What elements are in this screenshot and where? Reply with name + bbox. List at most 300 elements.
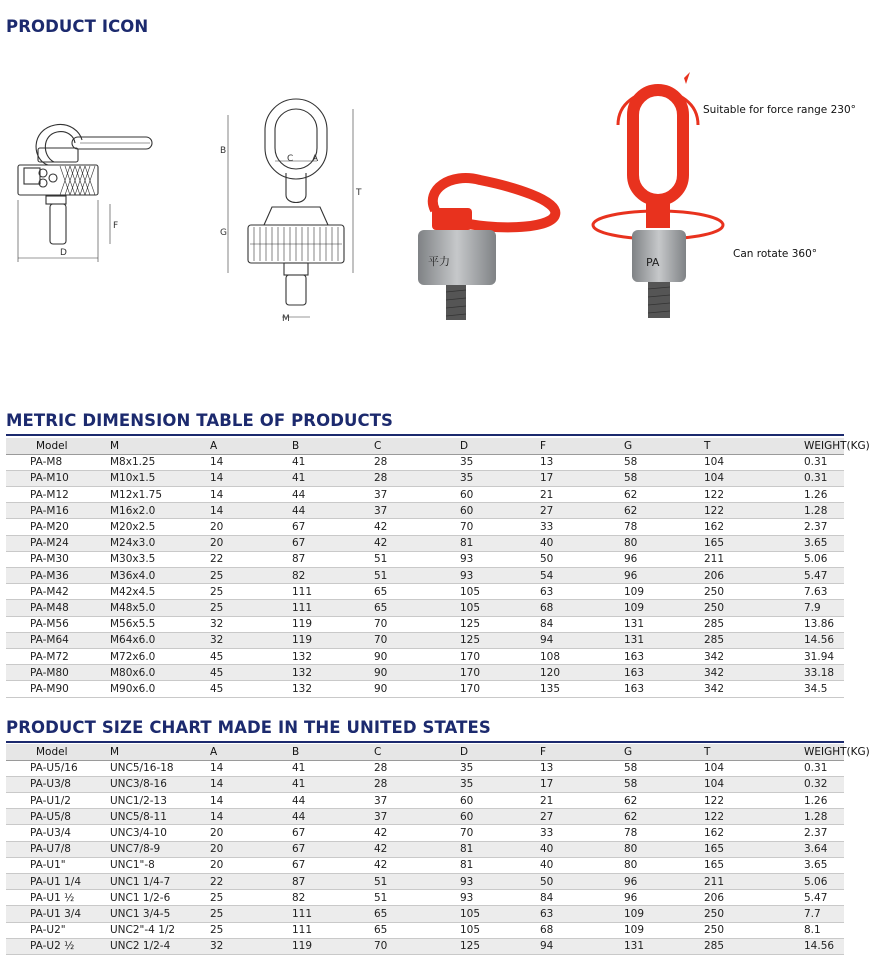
metric-dimension-table xyxy=(6,438,870,698)
table-cell: 285 xyxy=(704,616,784,632)
table-cell: 35 xyxy=(460,454,540,470)
table-cell: 250 xyxy=(704,906,784,922)
column-header: A xyxy=(210,438,292,454)
table-cell: PA-U1/2 xyxy=(6,793,110,809)
table-cell: UNC1 3/4-5 xyxy=(110,906,210,922)
table-row xyxy=(6,535,844,551)
table-row xyxy=(6,616,844,632)
table-cell: 62 xyxy=(624,503,704,519)
table-cell: 8.1 xyxy=(784,922,844,938)
table-cell: 50 xyxy=(540,874,624,890)
table-cell: 1.28 xyxy=(784,503,844,519)
table-cell: 80 xyxy=(624,857,704,873)
table-cell: 7.63 xyxy=(784,584,844,600)
column-header: WEIGHT(KG) xyxy=(784,744,844,760)
table-cell: M36x4.0 xyxy=(110,568,210,584)
table-cell: PA-M42 xyxy=(6,584,110,600)
table-cell: 165 xyxy=(704,857,784,873)
table-cell: 21 xyxy=(540,487,624,503)
table-cell: UNC2 1/2-4 xyxy=(110,938,210,954)
table-row xyxy=(6,825,844,841)
table-cell: PA-M30 xyxy=(6,551,110,567)
table-cell: 67 xyxy=(292,519,374,535)
table-cell: 13 xyxy=(540,454,624,470)
table-cell: 65 xyxy=(374,600,460,616)
table-cell: 20 xyxy=(210,825,292,841)
column-header: Model xyxy=(6,744,110,760)
table-cell: 45 xyxy=(210,681,292,697)
product-icon-heading: PRODUCT ICON xyxy=(6,17,149,36)
table-cell: 5.47 xyxy=(784,890,844,906)
table-cell: 0.32 xyxy=(784,776,844,792)
table-cell: 93 xyxy=(460,874,540,890)
table-cell: 93 xyxy=(460,551,540,567)
column-header: D xyxy=(460,438,540,454)
table-cell: 32 xyxy=(210,938,292,954)
table-row xyxy=(6,584,844,600)
table-cell: M42x4.5 xyxy=(110,584,210,600)
table-cell: 42 xyxy=(374,825,460,841)
table-cell: 70 xyxy=(374,616,460,632)
dim-f-label: F xyxy=(113,221,119,231)
table-cell: 122 xyxy=(704,793,784,809)
table-cell: 342 xyxy=(704,665,784,681)
table-cell: 250 xyxy=(704,600,784,616)
table-cell: UNC2"-4 1/2 xyxy=(110,922,210,938)
table-cell: 206 xyxy=(704,568,784,584)
table-cell: 41 xyxy=(292,470,374,486)
column-header: T xyxy=(704,438,784,454)
table-cell: PA-U1 3/4 xyxy=(6,906,110,922)
table-cell: 34.5 xyxy=(784,681,844,697)
table-cell: 82 xyxy=(292,568,374,584)
table-header-row xyxy=(6,744,844,760)
table-cell: 81 xyxy=(460,857,540,873)
table-cell: 90 xyxy=(374,665,460,681)
table-cell: 42 xyxy=(374,841,460,857)
dim-m-label: M xyxy=(282,314,290,324)
table-cell: 125 xyxy=(460,632,540,648)
table-cell: UNC3/8-16 xyxy=(110,776,210,792)
table-cell: 165 xyxy=(704,841,784,857)
table-cell: 25 xyxy=(210,568,292,584)
table-row xyxy=(6,551,844,567)
table-cell: 5.47 xyxy=(784,568,844,584)
table-cell: 28 xyxy=(374,470,460,486)
column-header: C xyxy=(374,438,460,454)
column-header: Model xyxy=(6,438,110,454)
table-cell: 111 xyxy=(292,600,374,616)
table-row xyxy=(6,470,844,486)
table-cell: 250 xyxy=(704,584,784,600)
table-cell: 2.37 xyxy=(784,519,844,535)
table-cell: 131 xyxy=(624,616,704,632)
table-row xyxy=(6,681,844,697)
table-cell: 3.65 xyxy=(784,857,844,873)
table-cell: 96 xyxy=(624,890,704,906)
table-row xyxy=(6,841,844,857)
table-cell: 28 xyxy=(374,760,460,776)
table-cell: M8x1.25 xyxy=(110,454,210,470)
us-table-heading: PRODUCT SIZE CHART MADE IN THE UNITED STATES xyxy=(6,718,491,737)
table-cell: 35 xyxy=(460,470,540,486)
table-cell: 93 xyxy=(460,890,540,906)
table-cell: 5.06 xyxy=(784,874,844,890)
table-cell: 80 xyxy=(624,535,704,551)
callout-rotate: Can rotate 360° xyxy=(733,248,818,260)
table-row xyxy=(6,906,844,922)
table-cell: 35 xyxy=(460,776,540,792)
table-cell: 68 xyxy=(540,600,624,616)
column-header: F xyxy=(540,438,624,454)
table-cell: 40 xyxy=(540,841,624,857)
table-cell: 94 xyxy=(540,632,624,648)
table-cell: 37 xyxy=(374,503,460,519)
table-cell: PA-M36 xyxy=(6,568,110,584)
table-cell: PA-U1" xyxy=(6,857,110,873)
table-cell: 125 xyxy=(460,616,540,632)
body-marking-folded: 平力 xyxy=(428,255,450,268)
table-cell: 163 xyxy=(624,648,704,664)
table-cell: 1.26 xyxy=(784,793,844,809)
table-cell: 3.65 xyxy=(784,535,844,551)
table-cell: M90x6.0 xyxy=(110,681,210,697)
table-cell: 125 xyxy=(460,938,540,954)
table-cell: 20 xyxy=(210,535,292,551)
table-cell: 67 xyxy=(292,841,374,857)
table-cell: PA-U3/8 xyxy=(6,776,110,792)
table-cell: 342 xyxy=(704,648,784,664)
table-cell: 87 xyxy=(292,551,374,567)
metric-heading-rule xyxy=(6,434,844,436)
table-cell: 58 xyxy=(624,760,704,776)
column-header: M xyxy=(110,438,210,454)
table-cell: 105 xyxy=(460,906,540,922)
table-cell: PA-M8 xyxy=(6,454,110,470)
table-cell: 14 xyxy=(210,793,292,809)
table-row xyxy=(6,874,844,890)
table-cell: M48x5.0 xyxy=(110,600,210,616)
column-header: WEIGHT(KG) xyxy=(784,438,844,454)
table-cell: 105 xyxy=(460,922,540,938)
dim-b-label: B xyxy=(220,146,227,156)
callout-force-range: Suitable for force range 230° xyxy=(703,104,856,116)
column-header: C xyxy=(374,744,460,760)
table-row xyxy=(6,632,844,648)
table-cell: M72x6.0 xyxy=(110,648,210,664)
table-cell: 0.31 xyxy=(784,470,844,486)
table-cell: 70 xyxy=(374,632,460,648)
table-cell: 163 xyxy=(624,665,704,681)
us-size-chart-table xyxy=(6,744,870,955)
table-cell: 122 xyxy=(704,503,784,519)
body-marking-upright: PA xyxy=(646,256,660,269)
table-cell: PA-U5/16 xyxy=(6,760,110,776)
column-header: B xyxy=(292,744,374,760)
table-cell: 285 xyxy=(704,632,784,648)
table-row xyxy=(6,793,844,809)
table-cell: 170 xyxy=(460,665,540,681)
table-cell: 108 xyxy=(540,648,624,664)
table-cell: M64x6.0 xyxy=(110,632,210,648)
table-cell: 120 xyxy=(540,665,624,681)
dim-c-label: C xyxy=(287,154,294,164)
table-cell: 40 xyxy=(540,857,624,873)
table-cell: 14.56 xyxy=(784,632,844,648)
table-cell: 32 xyxy=(210,616,292,632)
table-cell: 54 xyxy=(540,568,624,584)
table-cell: 119 xyxy=(292,632,374,648)
table-cell: PA-M56 xyxy=(6,616,110,632)
table-cell: 14 xyxy=(210,487,292,503)
table-cell: PA-M12 xyxy=(6,487,110,503)
column-header: G xyxy=(624,438,704,454)
column-header: B xyxy=(292,438,374,454)
table-cell: 27 xyxy=(540,503,624,519)
table-cell: 60 xyxy=(460,487,540,503)
table-cell: 105 xyxy=(460,584,540,600)
table-cell: 60 xyxy=(460,503,540,519)
table-cell: 32 xyxy=(210,632,292,648)
table-cell: 105 xyxy=(460,600,540,616)
table-cell: 14 xyxy=(210,503,292,519)
table-cell: 25 xyxy=(210,600,292,616)
dim-d-label: D xyxy=(60,248,67,258)
table-cell: 165 xyxy=(704,535,784,551)
table-cell: 27 xyxy=(540,809,624,825)
table-cell: PA-M20 xyxy=(6,519,110,535)
table-cell: PA-M16 xyxy=(6,503,110,519)
table-cell: 67 xyxy=(292,857,374,873)
table-cell: M24x3.0 xyxy=(110,535,210,551)
table-cell: 70 xyxy=(374,938,460,954)
table-row xyxy=(6,760,844,776)
table-cell: 162 xyxy=(704,519,784,535)
table-cell: 63 xyxy=(540,906,624,922)
table-cell: 104 xyxy=(704,470,784,486)
table-cell: 119 xyxy=(292,616,374,632)
table-cell: 65 xyxy=(374,584,460,600)
table-cell: 20 xyxy=(210,519,292,535)
table-cell: 40 xyxy=(540,535,624,551)
table-row xyxy=(6,809,844,825)
table-cell: 14 xyxy=(210,760,292,776)
table-cell: 131 xyxy=(624,938,704,954)
table-cell: 44 xyxy=(292,809,374,825)
table-cell: UNC5/16-18 xyxy=(110,760,210,776)
table-cell: 104 xyxy=(704,760,784,776)
table-cell: 25 xyxy=(210,890,292,906)
table-cell: 37 xyxy=(374,793,460,809)
table-cell: 14 xyxy=(210,809,292,825)
table-cell: 1.26 xyxy=(784,487,844,503)
table-cell: 250 xyxy=(704,922,784,938)
table-cell: 135 xyxy=(540,681,624,697)
table-cell: PA-U2" xyxy=(6,922,110,938)
table-row xyxy=(6,487,844,503)
table-cell: 132 xyxy=(292,681,374,697)
table-cell: M80x6.0 xyxy=(110,665,210,681)
table-cell: 65 xyxy=(374,922,460,938)
table-cell: 41 xyxy=(292,454,374,470)
table-row xyxy=(6,857,844,873)
table-cell: PA-M90 xyxy=(6,681,110,697)
table-cell: 51 xyxy=(374,874,460,890)
table-cell: 109 xyxy=(624,922,704,938)
table-cell: 90 xyxy=(374,681,460,697)
table-cell: 14 xyxy=(210,470,292,486)
table-cell: UNC1 1/2-6 xyxy=(110,890,210,906)
table-cell: 84 xyxy=(540,890,624,906)
table-cell: 109 xyxy=(624,906,704,922)
table-cell: 96 xyxy=(624,568,704,584)
table-cell: 0.31 xyxy=(784,454,844,470)
table-cell: 22 xyxy=(210,551,292,567)
table-cell: 14 xyxy=(210,776,292,792)
table-cell: 21 xyxy=(540,793,624,809)
table-cell: 33.18 xyxy=(784,665,844,681)
table-cell: 25 xyxy=(210,922,292,938)
table-cell: UNC1/2-13 xyxy=(110,793,210,809)
table-cell: 45 xyxy=(210,648,292,664)
table-cell: 78 xyxy=(624,825,704,841)
table-cell: 90 xyxy=(374,648,460,664)
table-row xyxy=(6,938,844,954)
table-cell: M30x3.5 xyxy=(110,551,210,567)
front-view-drawing xyxy=(220,95,365,325)
table-header-row xyxy=(6,438,844,454)
table-cell: 81 xyxy=(460,841,540,857)
table-cell: 132 xyxy=(292,665,374,681)
table-row xyxy=(6,503,844,519)
table-cell: 131 xyxy=(624,632,704,648)
table-cell: 206 xyxy=(704,890,784,906)
table-cell: 65 xyxy=(374,906,460,922)
table-cell: 60 xyxy=(460,809,540,825)
table-cell: 62 xyxy=(624,487,704,503)
table-cell: 5.06 xyxy=(784,551,844,567)
table-cell: 51 xyxy=(374,890,460,906)
table-cell: 63 xyxy=(540,584,624,600)
table-row xyxy=(6,648,844,664)
table-cell: 25 xyxy=(210,584,292,600)
table-cell: 45 xyxy=(210,665,292,681)
table-cell: PA-U2 ½ xyxy=(6,938,110,954)
table-cell: 41 xyxy=(292,776,374,792)
table-cell: PA-U1 1/4 xyxy=(6,874,110,890)
table-cell: 20 xyxy=(210,841,292,857)
table-cell: 0.31 xyxy=(784,760,844,776)
table-cell: 37 xyxy=(374,809,460,825)
table-cell: 82 xyxy=(292,890,374,906)
table-cell: 285 xyxy=(704,938,784,954)
table-cell: 109 xyxy=(624,600,704,616)
table-cell: PA-M64 xyxy=(6,632,110,648)
table-cell: 111 xyxy=(292,906,374,922)
table-cell: 111 xyxy=(292,584,374,600)
table-cell: 58 xyxy=(624,776,704,792)
table-cell: 62 xyxy=(624,809,704,825)
table-cell: 44 xyxy=(292,487,374,503)
table-cell: 70 xyxy=(460,519,540,535)
table-cell: 96 xyxy=(624,551,704,567)
table-cell: PA-M72 xyxy=(6,648,110,664)
table-row xyxy=(6,519,844,535)
table-cell: 104 xyxy=(704,776,784,792)
table-cell: 211 xyxy=(704,551,784,567)
table-cell: 28 xyxy=(374,454,460,470)
table-row xyxy=(6,665,844,681)
table-cell: PA-U7/8 xyxy=(6,841,110,857)
table-cell: 122 xyxy=(704,487,784,503)
table-cell: 58 xyxy=(624,470,704,486)
table-cell: 25 xyxy=(210,906,292,922)
table-cell: 170 xyxy=(460,681,540,697)
dim-g-label: G xyxy=(220,228,227,238)
table-cell: 93 xyxy=(460,568,540,584)
table-cell: 51 xyxy=(374,568,460,584)
table-cell: 7.7 xyxy=(784,906,844,922)
table-cell: 42 xyxy=(374,857,460,873)
table-cell: 60 xyxy=(460,793,540,809)
table-cell: M16x2.0 xyxy=(110,503,210,519)
column-header: G xyxy=(624,744,704,760)
table-cell: 163 xyxy=(624,681,704,697)
table-cell: 1.28 xyxy=(784,809,844,825)
table-cell: 17 xyxy=(540,776,624,792)
table-cell: 70 xyxy=(460,825,540,841)
table-cell: 62 xyxy=(624,793,704,809)
table-cell: 58 xyxy=(624,454,704,470)
table-cell: 44 xyxy=(292,793,374,809)
column-header: M xyxy=(110,744,210,760)
table-cell: 33 xyxy=(540,519,624,535)
table-cell: 96 xyxy=(624,874,704,890)
table-cell: 20 xyxy=(210,857,292,873)
side-view-drawing xyxy=(10,110,165,275)
table-cell: 31.94 xyxy=(784,648,844,664)
table-cell: 342 xyxy=(704,681,784,697)
table-cell: 94 xyxy=(540,938,624,954)
table-cell: PA-U1 ½ xyxy=(6,890,110,906)
table-cell: 33 xyxy=(540,825,624,841)
table-cell: 28 xyxy=(374,776,460,792)
table-cell: M20x2.5 xyxy=(110,519,210,535)
metric-table-heading: METRIC DIMENSION TABLE OF PRODUCTS xyxy=(6,411,394,430)
table-cell: 80 xyxy=(624,841,704,857)
table-cell: 170 xyxy=(460,648,540,664)
table-cell: 35 xyxy=(460,760,540,776)
table-cell: UNC3/4-10 xyxy=(110,825,210,841)
table-row xyxy=(6,890,844,906)
table-cell: PA-M80 xyxy=(6,665,110,681)
table-cell: M10x1.5 xyxy=(110,470,210,486)
us-heading-rule xyxy=(6,741,844,743)
table-cell: 104 xyxy=(704,454,784,470)
table-cell: 44 xyxy=(292,503,374,519)
table-cell: 50 xyxy=(540,551,624,567)
table-cell: PA-M24 xyxy=(6,535,110,551)
table-cell: 87 xyxy=(292,874,374,890)
table-cell: 3.64 xyxy=(784,841,844,857)
table-cell: 14.56 xyxy=(784,938,844,954)
table-cell: M56x5.5 xyxy=(110,616,210,632)
dim-t-label: T xyxy=(356,188,362,198)
table-cell: 162 xyxy=(704,825,784,841)
table-cell: 17 xyxy=(540,470,624,486)
table-cell: 84 xyxy=(540,616,624,632)
table-cell: 51 xyxy=(374,551,460,567)
